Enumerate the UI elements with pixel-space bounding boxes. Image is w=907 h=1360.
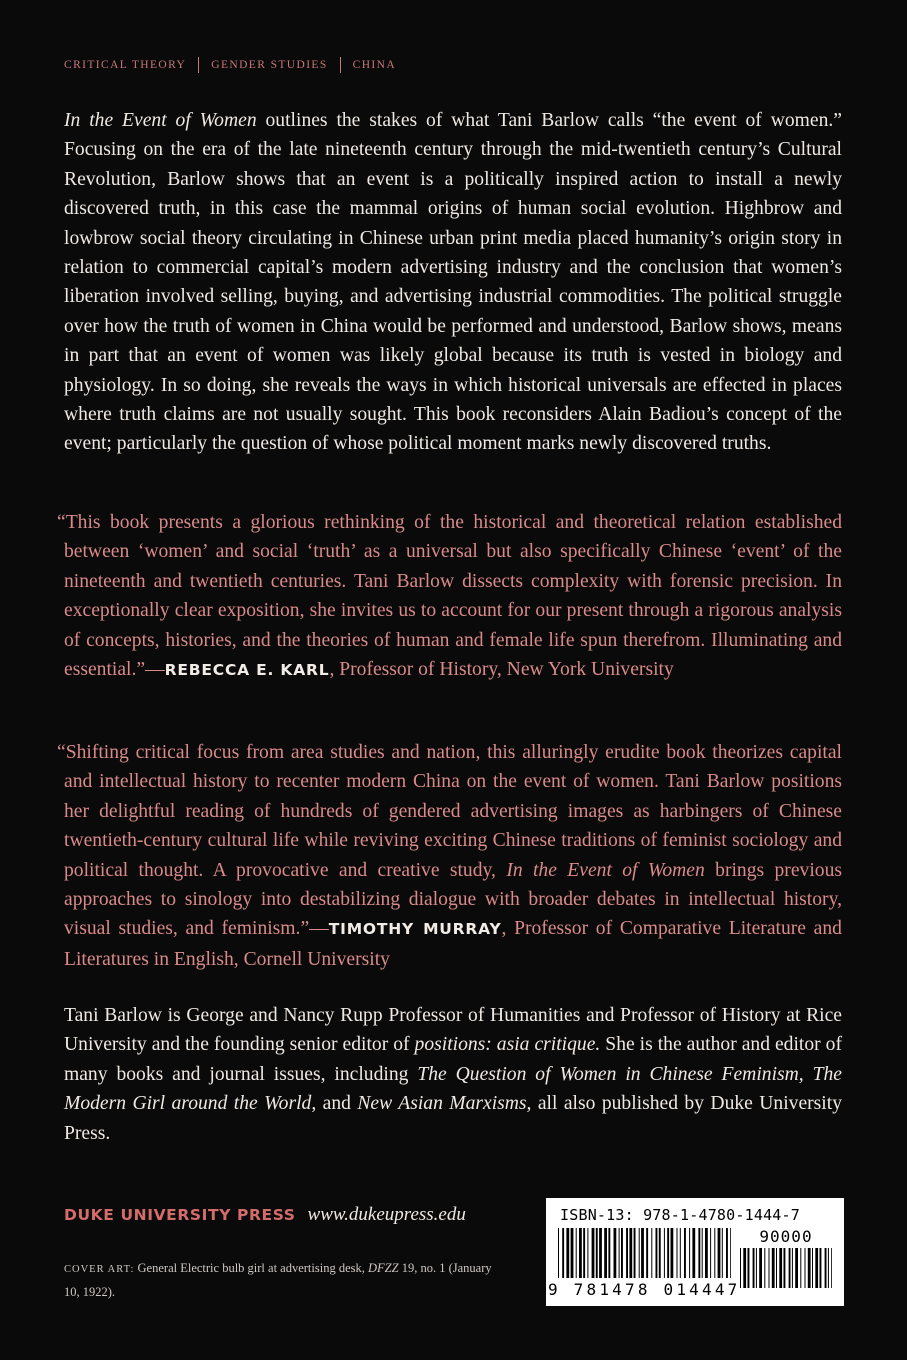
price-addon <box>740 1228 832 1292</box>
author-bio <box>64 1001 842 1148</box>
barcode-bar <box>702 1228 703 1278</box>
barcode-bar <box>562 1228 564 1278</box>
quote-text: “Shifting critical focus from area studies and nation, this alluringly erudite book theorizes capital and intellectual history to recenter modern China on the event of women. Tani Barlow positions her delightful reading of hundreds of gendered advertising images as harbingers of Chinese twentieth-century cultural life while reviving exciting Chinese traditions of feminist sociology and political thought. A provocative and creative study, <box>57 742 842 881</box>
barcode-bar <box>718 1228 721 1278</box>
barcode-bar <box>626 1228 628 1278</box>
price-code: 90000 <box>759 1227 813 1246</box>
barcode-bar <box>634 1228 636 1278</box>
barcode-bar <box>684 1228 686 1278</box>
barcode-bar <box>659 1228 661 1278</box>
barcode-bar <box>769 1248 770 1288</box>
subject-categories <box>64 57 396 73</box>
barcode-bar <box>743 1248 746 1288</box>
bio-text: and <box>316 1093 358 1115</box>
barcode-bar <box>641 1228 644 1278</box>
category-divider <box>198 57 199 73</box>
category-divider <box>340 57 341 73</box>
isbn-label: ISBN-13: 978-1-4780-1444-7 <box>560 1206 800 1224</box>
bio-text <box>804 1064 813 1085</box>
quote-affiliation: , Professor of Comparative Literature and Literatures in English, Cornell University <box>64 918 842 970</box>
quote-text: “This book presents a glorious rethinking of the historical and theoretical relation established between ‘women’ and social ‘truth’ as a universal but also specifically Chinese ‘event’ of the nineteenth and twentieth centuries. Tani Barlow dissects complexity with forensic precision. In exceptionally clear exposition, she invites us to account for our present through a rigorous analysis of concepts, histories, and the theories of human and female life spun therefrom. Illuminating and essential.”— <box>57 512 842 681</box>
ean-digits: 9 781478 014447 <box>548 1280 741 1299</box>
barcode-bar <box>828 1248 829 1288</box>
barcode-bar <box>677 1228 678 1278</box>
barcode-bar <box>566 1228 569 1278</box>
barcode-bar <box>726 1228 728 1278</box>
barcode-bar <box>629 1228 632 1278</box>
barcode-bar <box>583 1228 585 1278</box>
publisher-line <box>64 1204 466 1226</box>
quote-author: TIMOTHY MURRAY <box>328 920 502 939</box>
barcode-bar <box>599 1228 602 1278</box>
barcode-bar <box>604 1228 607 1278</box>
barcode-bar <box>656 1228 658 1278</box>
barcode-bar <box>815 1248 818 1288</box>
cover-art-credit <box>64 1257 494 1304</box>
barcode-bar <box>710 1228 711 1278</box>
book-title: New Asian Marxisms, <box>357 1093 532 1115</box>
book-description <box>64 106 842 459</box>
publisher-name: DUKE UNIVERSITY PRESS <box>64 1206 296 1224</box>
quote-text: brings previous approaches to sinology into destabilizing dialogue with broader debates in intellectual history, visual studies, and feminism.”— <box>64 859 842 940</box>
barcode-bar <box>825 1248 827 1288</box>
barcode-bar <box>756 1248 757 1288</box>
barcode-bars <box>558 1228 731 1278</box>
barcode-bar <box>808 1248 811 1288</box>
journal-title: positions: asia critique. <box>414 1034 601 1056</box>
description-text: outlines the stakes of what Tani Barlow calls “the event of women.” Focusing on the era of the late nineteenth century through the mid-twentieth century’s Cultural Revolution, Barlow shows that an event is a politically inspired action to install a newly discovered truth, in this case the mammal origins of human social evolution. Highbrow and lowbrow social theory circulating in Chinese urban print media placed humanity’s origin story in relation to commercial capital’s modern advertising industry and the conclusion that women’s liberation involved selling, buying, and advertising industrial commodities. The political struggle over how the truth of women in China would be performed and understood, Barlow shows, means in part that an event of women was likely global because its truth is vested in biology and physiology. In so doing, she reveals the ways in which historical universals are effected in places where truth claims are not usually sought. This book reconsiders Alain Badiou’s concept of the event; particularly the question of whose political moment marks newly discovered truths. <box>64 110 842 455</box>
barcode-bar <box>722 1228 723 1278</box>
barcode-bar <box>714 1228 715 1278</box>
book-title: In the Event of Women <box>64 110 257 131</box>
addon-barcode-bars <box>740 1248 832 1288</box>
endorsement-quote <box>57 508 842 685</box>
barcode-bar <box>795 1248 798 1288</box>
publisher-url: www.dukeupress.edu <box>307 1204 466 1225</box>
barcode-bar <box>664 1228 665 1278</box>
barcode-bar <box>667 1228 669 1278</box>
barcode-bar <box>792 1248 793 1288</box>
barcode-bar <box>784 1248 786 1288</box>
barcode-bar <box>608 1228 610 1278</box>
barcode-bar <box>596 1228 598 1278</box>
bio-text: Tani Barlow is George and Nancy Rupp Professor of Humanities and Professor of History at Rice University and the founding senior editor of <box>64 1005 842 1056</box>
barcode-bar <box>705 1228 708 1278</box>
barcode-bar <box>831 1248 832 1288</box>
barcode-bar <box>646 1228 648 1278</box>
barcode-bar <box>759 1248 762 1288</box>
endorsement-quote <box>57 738 842 974</box>
barcode-bar <box>820 1248 822 1288</box>
barcode-bar <box>558 1228 559 1278</box>
barcode-bar <box>614 1228 617 1278</box>
barcode-bar <box>772 1248 775 1288</box>
barcode-bar <box>812 1248 813 1288</box>
barcode-bar <box>671 1228 674 1278</box>
credit-label: COVER ART: <box>64 1264 135 1275</box>
barcode-bar <box>639 1228 640 1278</box>
barcode-bar <box>619 1228 620 1278</box>
bio-text: all also published by Duke University Press. <box>64 1093 842 1144</box>
barcode-bar <box>805 1248 806 1288</box>
barcode-bar <box>776 1248 777 1288</box>
book-title: The Question of Women in Chinese Feminism, <box>417 1063 804 1085</box>
barcode-bar <box>730 1228 731 1278</box>
barcode-bar <box>592 1228 595 1278</box>
barcode-bar <box>789 1248 791 1288</box>
quote-affiliation: , Professor of History, New York University <box>329 659 674 681</box>
barcode-bar <box>800 1248 801 1288</box>
quote-author: REBECCA E. KARL <box>164 661 330 680</box>
category-label: CRITICAL THEORY <box>64 59 187 71</box>
barcode-bar <box>764 1248 765 1288</box>
barcode-bar <box>576 1228 577 1278</box>
barcode-bar <box>651 1228 652 1278</box>
barcode-bar <box>692 1228 695 1278</box>
bio-text: She is the author and editor of many books and journal issues, including <box>64 1034 842 1085</box>
credit-text: General Electric bulb girl at advertising desk, <box>134 1261 369 1275</box>
barcode-bar <box>621 1228 623 1278</box>
credit-source: DFZZ <box>368 1261 399 1275</box>
barcode-bar <box>753 1248 755 1288</box>
credit-text: 19, no. 1 (January 10, 1922). <box>64 1261 492 1299</box>
barcode-bar <box>571 1228 574 1278</box>
barcode-bar <box>698 1228 700 1278</box>
barcode-bar <box>748 1248 750 1288</box>
barcode-bar <box>680 1228 681 1278</box>
category-label: CHINA <box>352 59 397 71</box>
isbn-barcode <box>546 1198 844 1306</box>
barcode-bar <box>689 1228 690 1278</box>
category-label: GENDER STUDIES <box>211 59 328 71</box>
barcode-bar <box>779 1248 782 1288</box>
book-title: In the Event of Women <box>506 859 705 881</box>
book-title: The Modern Girl around the World, <box>64 1063 842 1115</box>
barcode-bar <box>587 1228 588 1278</box>
barcode-bar <box>579 1228 582 1278</box>
